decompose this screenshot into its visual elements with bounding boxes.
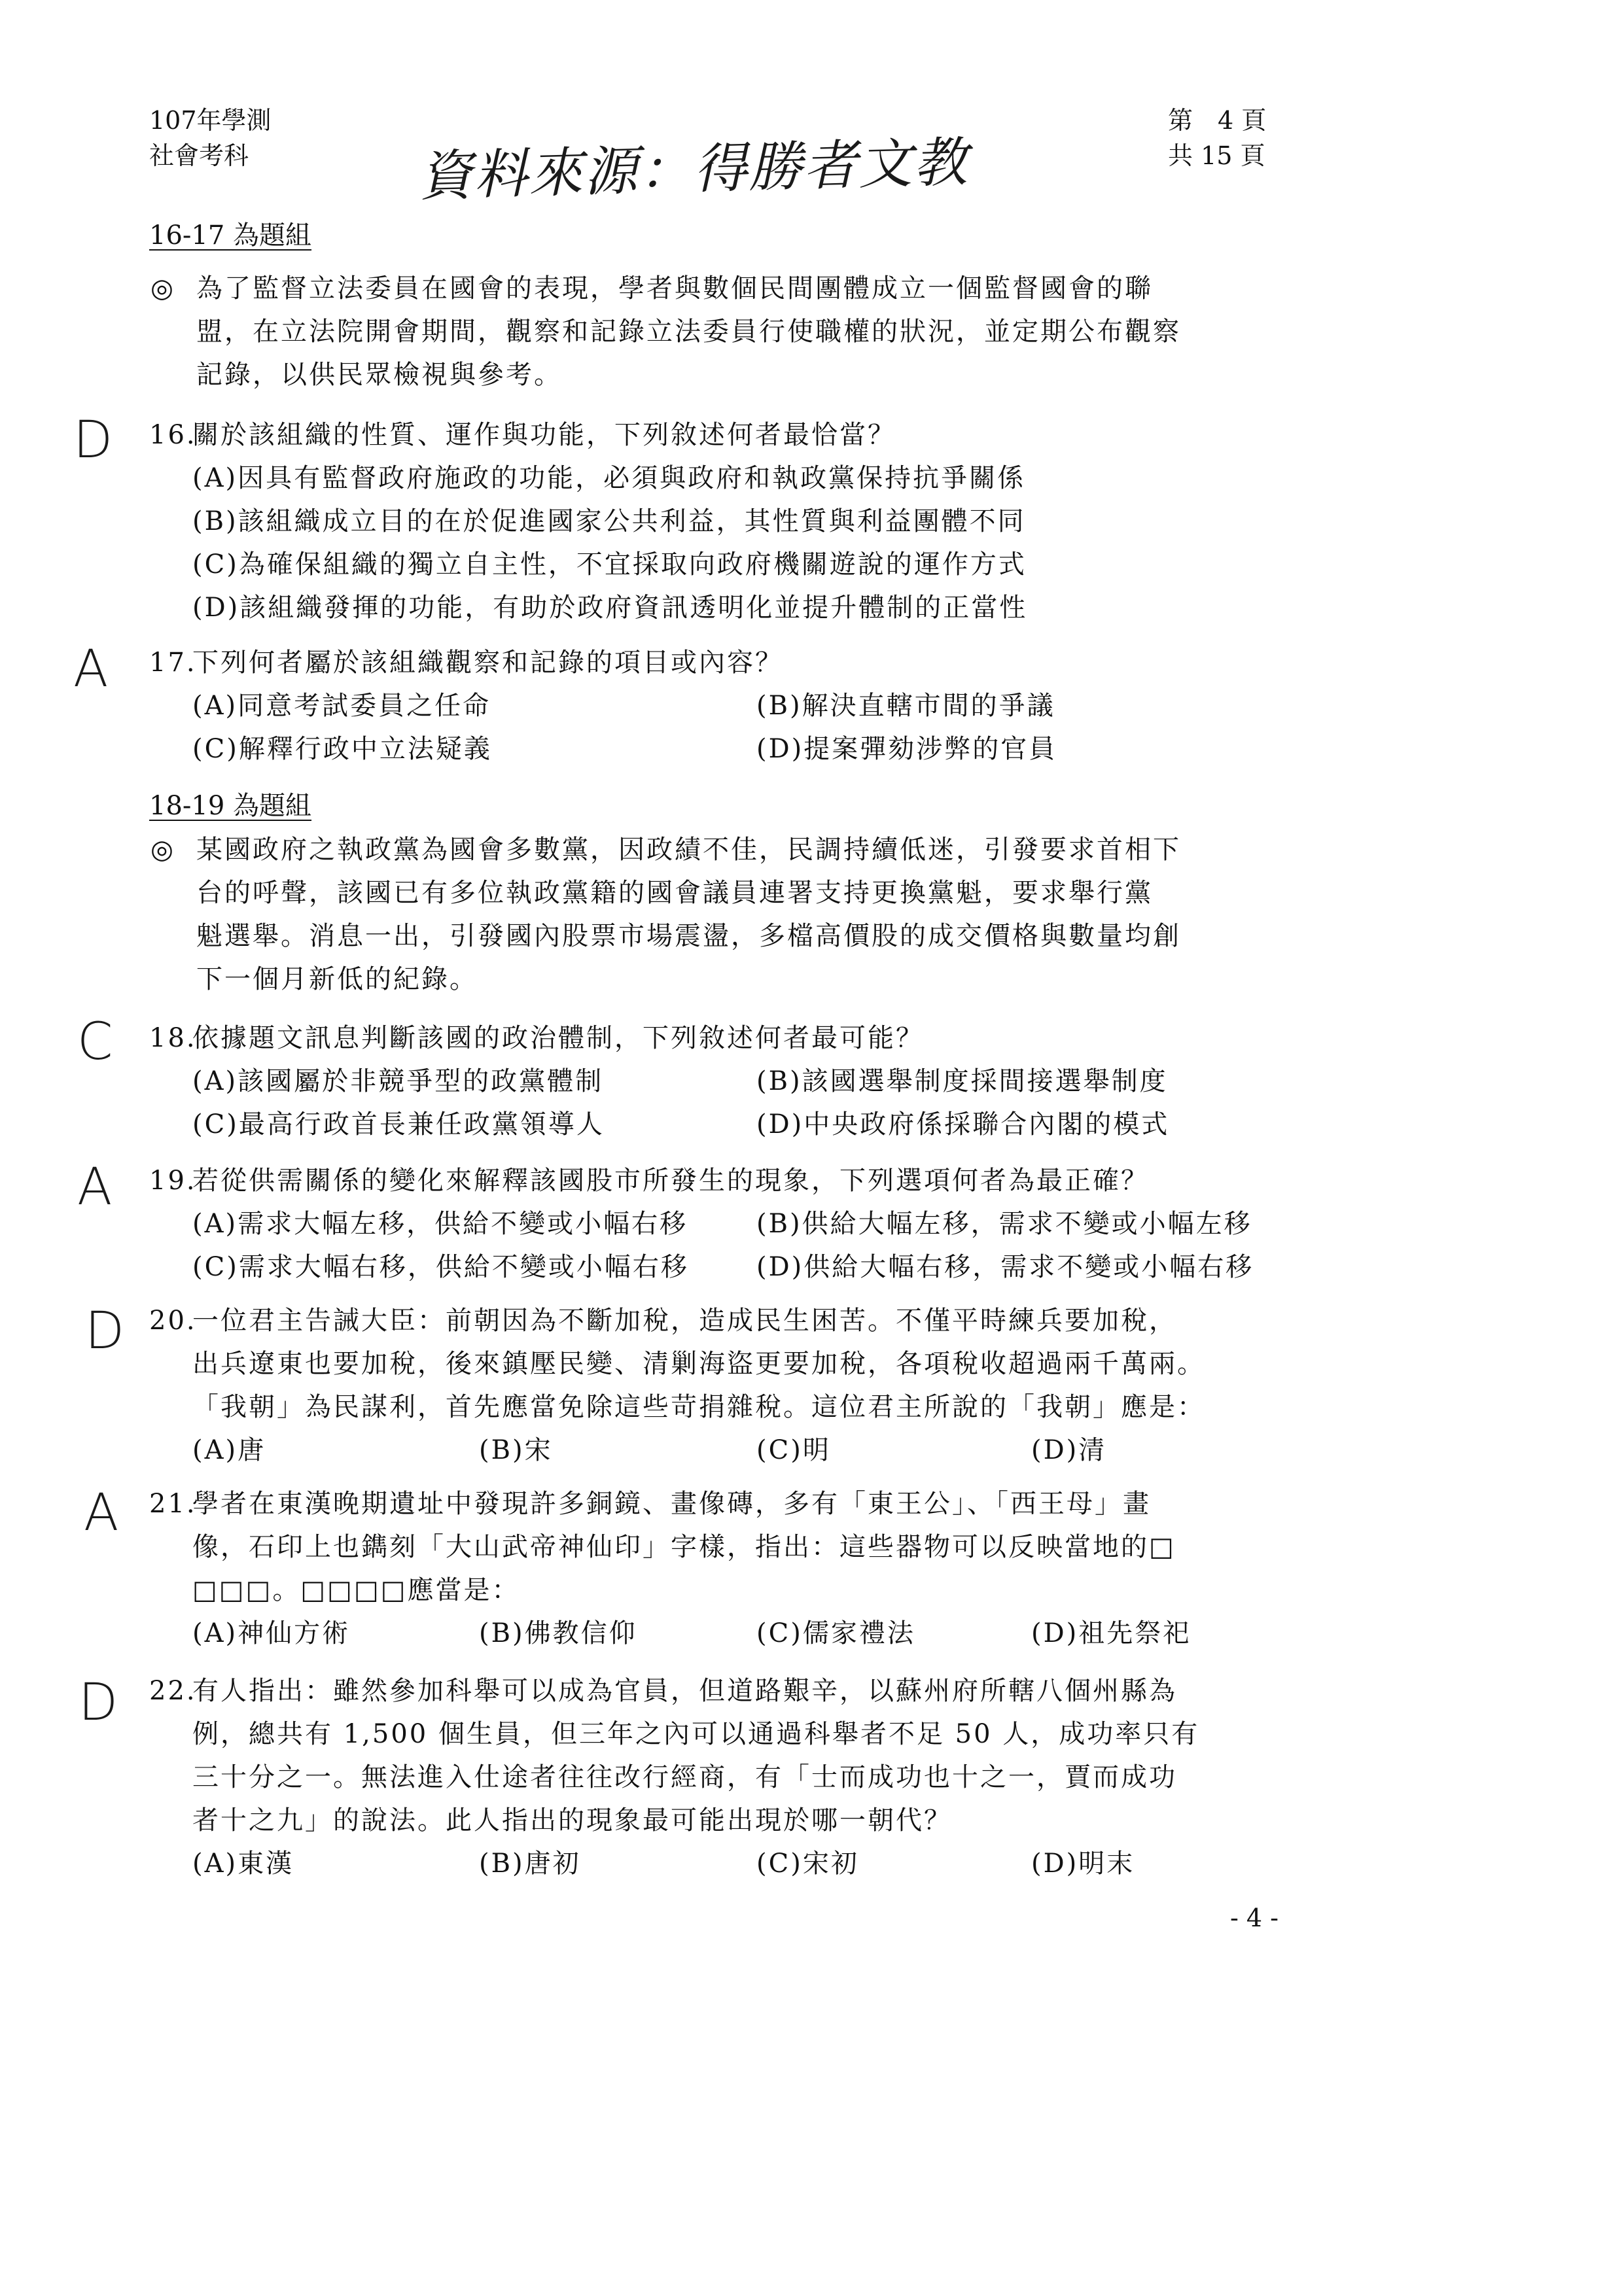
stem-line: 魁選舉。消息一出，引發國內股票市場震盪，多檔高價股的成交價格與數量均創 [196,921,1181,951]
option-19b: (B)供給大幅左移，需求不變或小幅左移 [756,1209,1252,1239]
question-text-21: 學者在東漢晚期遺址中發現許多銅鏡、畫像磚，多有「東王公」、「西王母」畫 [192,1489,1151,1519]
option-21c: (C)儒家禮法 [756,1618,915,1648]
answer-mark-20: D [85,1302,125,1361]
page-total: 共 15 頁 [1168,141,1265,170]
page-current: 第 4 頁 [1168,106,1267,135]
option-19a: (A)需求大幅左移，供給不變或小幅右移 [192,1209,688,1239]
question-number-20: 20. [149,1306,197,1336]
option-22c: (C)宋初 [756,1849,859,1879]
question-number-17: 17. [149,648,197,678]
option-16b: (B)該組織成立目的在於促進國家公共利益，其性質與利益團體不同 [192,506,1026,536]
option-20c: (C)明 [756,1435,831,1465]
exam-year: 107年學測 [149,106,272,135]
option-22b: (B)唐初 [479,1849,581,1879]
question-number-22: 22. [149,1676,197,1706]
option-16a: (A)因具有監督政府施政的功能，必須與政府和執政黨保持抗爭關係 [192,463,1026,493]
option-16d: (D)該組織發揮的功能，有助於政府資訊透明化並提升體制的正當性 [192,593,1028,623]
answer-mark-18: C [77,1013,113,1071]
option-17d: (D)提案彈劾涉弊的官員 [756,734,1057,764]
option-19c: (C)需求大幅右移，供給不變或小幅右移 [192,1252,689,1282]
question-text-19: 若從供需關係的變化來解釋該國股市所發生的現象，下列選項何者為最正確？ [192,1166,1149,1196]
stem-line: 下一個月新低的紀錄。 [196,964,478,994]
option-16c: (C)為確保組織的獨立自主性，不宜採取向政府機關遊說的運作方式 [192,549,1027,580]
handwritten-source-note: 資料來源：得勝者文教 [417,131,970,208]
question-text-16: 關於該組織的性質、運作與功能，下列敘述何者最恰當？ [192,420,896,450]
question-text-22: 三十分之一。無法進入仕途者往往改行經商，有「士而成功也十之一，賈而成功 [192,1762,1177,1792]
question-text-21: □□□。□□□□應當是： [192,1575,520,1605]
question-number-16: 16. [149,420,197,450]
option-22d: (D)明末 [1031,1849,1135,1879]
question-number-19: 19. [149,1166,197,1196]
option-17b: (B)解決直轄市間的爭議 [756,691,1055,721]
question-text-21: 像，石印上也鐫刻「大山武帝神仙印」字樣，指出：這些器物可以反映當地的□ [192,1532,1176,1562]
option-18d: (D)中央政府係採聯合內閣的模式 [756,1109,1170,1139]
page-number: - 4 - [1230,1904,1279,1932]
stem-symbol: ◎ [150,835,175,865]
option-21d: (D)祖先祭祀 [1031,1618,1192,1648]
option-17c: (C)解釋行政中立法疑義 [192,734,492,764]
option-22a: (A)東漢 [192,1849,294,1879]
answer-mark-21: A [84,1484,119,1542]
option-19d: (D)供給大幅右移，需求不變或小幅右移 [756,1252,1254,1282]
question-number-18: 18. [149,1023,197,1053]
option-18b: (B)該國選舉制度採間接選舉制度 [756,1066,1168,1096]
option-21b: (B)佛教信仰 [479,1618,637,1648]
answer-mark-22: D [79,1673,118,1732]
question-text-20: 一位君主告誡大臣：前朝因為不斷加稅，造成民生困苦。不僅平時練兵要加稅， [192,1306,1177,1336]
question-text-17: 下列何者屬於該組織觀察和記錄的項目或內容？ [192,648,783,678]
option-21a: (A)神仙方術 [192,1618,351,1648]
stem-line: 台的呼聲，該國已有多位執政黨籍的國會議員連署支持更換黨魁，要求舉行黨 [196,878,1153,908]
stem-line: 為了監督立法委員在國會的表現，學者與數個民間團體成立一個監督國會的聯 [196,273,1153,304]
group-title-16-17: 16-17 為題組 [149,220,312,251]
stem-line: 某國政府之執政黨為國會多數黨，因政績不佳，民調持續低迷，引發要求首相下 [196,835,1181,865]
question-text-18: 依據題文訊息判斷該國的政治體制，下列敘述何者最可能？ [192,1023,924,1053]
question-text-22: 例，總共有 1,500 個生員，但三年之內可以通過科舉者不足 50 人，成功率只有 [192,1719,1200,1749]
option-17a: (A)同意考試委員之任命 [192,691,491,721]
question-text-22: 有人指出：雖然參加科舉可以成為官員，但道路艱辛，以蘇州府所轄八個州縣為 [192,1676,1177,1706]
answer-mark-19: A [77,1158,113,1217]
question-text-20: 出兵遼東也要加稅，後來鎮壓民變、清剿海盜更要加稅，各項稅收超過兩千萬兩。 [192,1349,1205,1379]
question-text-22: 者十之九」的說法。此人指出的現象最可能出現於哪一朝代？ [192,1805,952,1835]
question-number-21: 21. [149,1489,197,1519]
subject-name: 社會考科 [149,141,249,170]
option-18c: (C)最高行政首長兼任政黨領導人 [192,1109,605,1139]
option-20d: (D)清 [1031,1435,1107,1465]
option-18a: (A)該國屬於非競爭型的政黨體制 [192,1066,604,1096]
stem-line: 盟，在立法院開會期間，觀察和記錄立法委員行使職權的狀況，並定期公布觀察 [196,317,1181,347]
question-text-20: 「我朝」為民謀利，首先應當免除這些苛捐雜稅。這位君主所說的「我朝」應是： [192,1392,1205,1422]
option-20b: (B)宋 [479,1435,553,1465]
group-title-18-19: 18-19 為題組 [149,791,312,821]
answer-mark-16: D [73,411,113,470]
stem-line: 記錄，以供民眾檢視與參考。 [196,360,562,390]
option-20a: (A)唐 [192,1435,266,1465]
stem-symbol: ◎ [150,273,175,304]
answer-mark-17: A [73,640,109,699]
